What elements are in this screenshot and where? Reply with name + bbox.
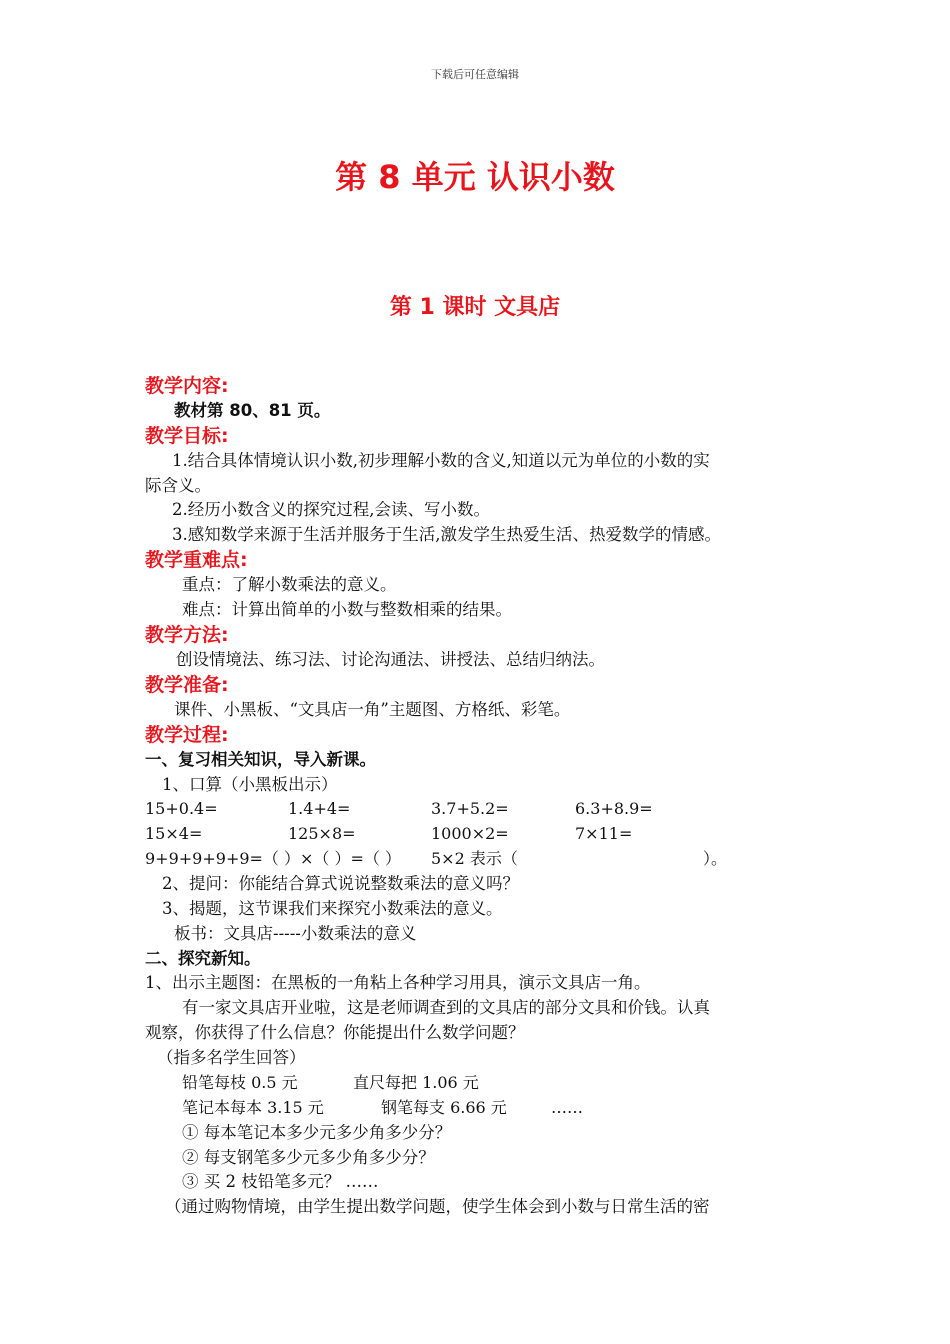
question-1: ① 每本笔记本多少元多少角多少分？ — [182, 1123, 452, 1142]
methods-text: 创设情境法、练习法、讨论沟通法、讲授法、总结归纳法。 — [176, 650, 605, 669]
note-line: （通过购物情境，由学生提出数学问题，使学生体会到小数与日常生活的密 — [165, 1197, 710, 1216]
price-ellipsis: …… — [551, 1098, 583, 1117]
goal-2: 2.经历小数含义的探究过程,会读、写小数。 — [172, 500, 490, 519]
content-text: 教材第 80、81 页。 — [174, 401, 331, 420]
question-2: ② 每支钢笔多少元多少角多少分？ — [182, 1148, 435, 1167]
board-line: 板书：文具店-----小数乘法的意义 — [174, 924, 417, 943]
para1-line-1: 有一家文具店开业啦，这是老师调查到的文具店的部分文具和价钱。认真 — [182, 998, 710, 1017]
section-heading-goals: 教学目标: — [145, 425, 229, 447]
lesson-title: 第 1 课时 文具店 — [389, 295, 561, 320]
unit-title: 第 8 单元 认识小数 — [335, 158, 615, 196]
price-pen: 钢笔每支 6.66 元 — [381, 1098, 507, 1117]
calc-r1-c3: 3.7+5.2= — [431, 799, 509, 818]
calc-r1-c2: 1.4+4= — [288, 799, 351, 818]
price-ruler: 直尺每把 1.06 元 — [353, 1073, 479, 1092]
header-note: 下载后可任意编辑 — [431, 68, 519, 81]
calc-r1-c1: 15+0.4= — [145, 799, 218, 818]
section-heading-prep: 教学准备: — [145, 674, 229, 696]
para1-line-2: 观察，你获得了什么信息？你能提出什么数学问题？ — [145, 1023, 525, 1042]
calc-r2-c4: 7×11= — [575, 824, 633, 843]
reveal-line: 3、揭题，这节课我们来探究小数乘法的意义。 — [162, 899, 503, 918]
calc-r2-c3: 1000×2= — [431, 824, 509, 843]
calc-r2-c1: 15×4= — [145, 824, 203, 843]
section-heading-process: 教学过程: — [145, 724, 229, 746]
part1-title: 一、复习相关知识，导入新课。 — [145, 750, 376, 769]
goal-1-line-2: 际含义。 — [145, 476, 211, 495]
key-point: 重点：了解小数乘法的意义。 — [182, 575, 397, 594]
calc-r3-left: 9+9+9+9+9=（ ）×（ ）=（ ） — [145, 849, 402, 868]
question-line: 2、提问：你能结合算式说说整数乘法的意义吗？ — [162, 874, 519, 893]
calc-r3-right: ）。 — [703, 849, 728, 868]
question-3: ③ 买 2 枝铅笔多元？ …… — [182, 1172, 379, 1191]
section-heading-methods: 教学方法: — [145, 624, 229, 646]
step1-line: 1、出示主题图：在黑板的一角粘上各种学习用具，演示文具店一角。 — [145, 973, 651, 992]
price-pencil: 铅笔每枝 0.5 元 — [182, 1073, 298, 1092]
goal-1-line-1: 1.结合具体情境认识小数,初步理解小数的含义,知道以元为单位的小数的实 — [172, 451, 710, 470]
section-heading-content: 教学内容: — [145, 375, 229, 397]
goal-3: 3.感知数学来源于生活并服务于生活,激发学生热爱生活、热爱数学的情感。 — [172, 525, 721, 544]
oral-calc-label: 1、口算（小黑板出示） — [162, 775, 338, 794]
calc-r1-c4: 6.3+8.9= — [575, 799, 653, 818]
calc-r3-mid: 5×2 表示（ — [431, 849, 518, 868]
section-heading-keypoints: 教学重难点: — [145, 549, 248, 571]
calc-r2-c2: 125×8= — [288, 824, 356, 843]
price-notebook: 笔记本每本 3.15 元 — [182, 1098, 324, 1117]
difficult-point: 难点：计算出简单的小数与整数相乘的结果。 — [182, 600, 512, 619]
answers-line: （指多名学生回答） — [157, 1048, 306, 1067]
prep-text: 课件、小黑板、“文具店一角”主题图、方格纸、彩笔。 — [174, 700, 571, 719]
part2-title: 二、探究新知。 — [145, 949, 261, 968]
